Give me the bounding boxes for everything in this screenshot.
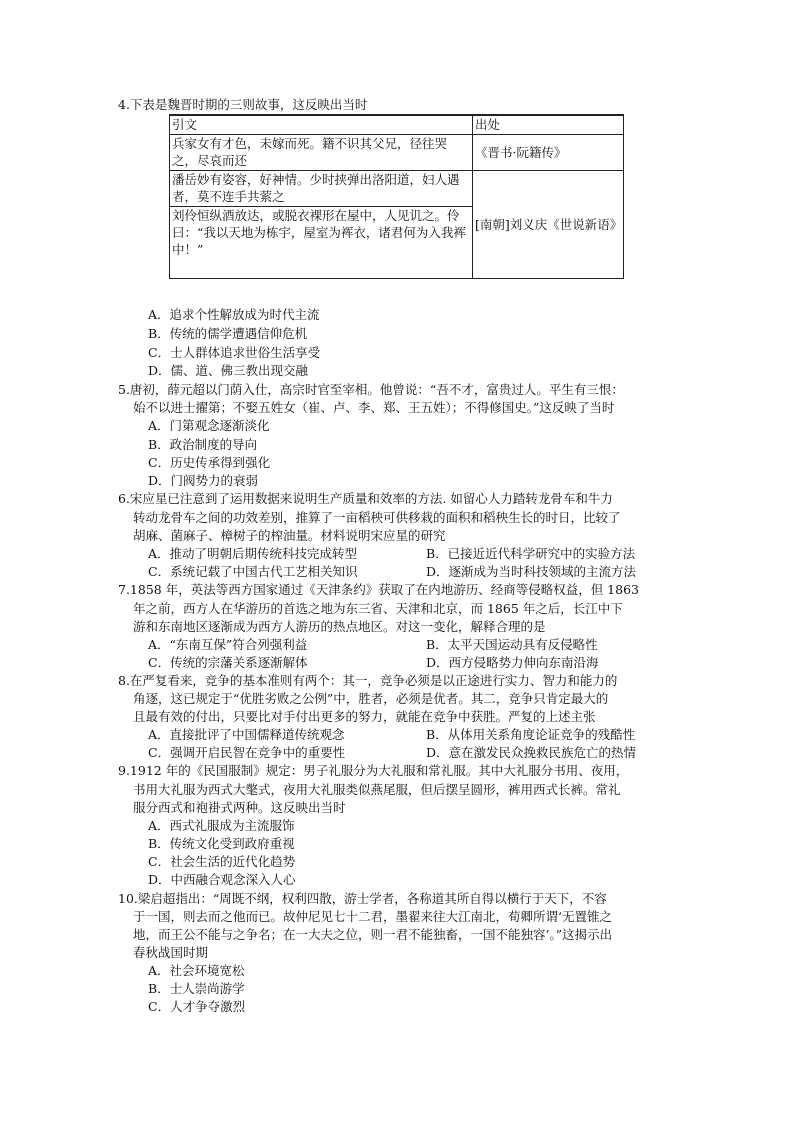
q7-stem-line-1: 7.1858 年，英法等西方国家通过《天津条约》获取了在内地游历、经商等侵略权益，但 1863 <box>118 582 639 597</box>
q6-option-a[interactable]: A．推动了明朝后期传统科技完成转型 <box>148 546 358 561</box>
q5-stem-line-1: 5.唐初，薛元超以门荫入仕，高宗时官至宰相。他曾说：“吾不才，富贵过人。平生有三恨： <box>118 382 624 397</box>
q6-option-c[interactable]: C．系统记载了中国古代工艺相关知识 <box>148 564 358 579</box>
q6-stem-line-2: 转动龙骨车之间的功效差别，推算了一亩稻秧可供移栽的面积和稻秧生长的时日，比较了 <box>133 510 621 525</box>
q7-option-a[interactable]: A．“东南互保”符合列强利益 <box>148 637 308 652</box>
table-cell-quote-2: 潘岳妙有姿容，好神情。少时挟弹出洛阳道，妇人遇者，莫不连手共萦之 <box>170 171 473 207</box>
q6-stem-line-1: 6.宋应星已注意到了运用数据来说明生产质量和效率的方法. 如留心人力踏转龙骨车和牛力 <box>118 491 613 506</box>
q8-option-a[interactable]: A．直接批评了中国儒释道传统观念 <box>148 727 345 742</box>
q6-option-b[interactable]: B．已接近近代科学研究中的实验方法 <box>426 546 636 561</box>
q9-stem-line-2: 书用大礼服为西式大氅式，夜用大礼服类似燕尾服，但后摆呈圆形，裤用西式长裤。常礼 <box>133 782 621 797</box>
q10-option-b[interactable]: B．士人崇尚游学 <box>148 981 245 996</box>
q9-option-b[interactable]: B．传统文化受到政府重视 <box>148 836 295 851</box>
q9-stem-line-1: 9.1912 年的《民国服制》规定：男子礼服分为大礼服和常礼服。其中大礼服分书用、夜用， <box>118 763 629 778</box>
q8-stem-line-1: 8.在严复看来，竞争的基本准则有两个：其一，竞争必须是以正途进行实力、智力和能力的 <box>118 673 618 688</box>
table-header-source: 出处 <box>473 115 624 135</box>
q9-stem-line-3: 服分西式和袍褂式两种。这反映出当时 <box>133 800 346 815</box>
q4-option-c[interactable]: C．士人群体追求世俗生活享受 <box>148 345 321 360</box>
q10-option-a[interactable]: A．社会环境宽松 <box>148 963 245 978</box>
q8-stem-line-2: 角逐，这已规定于“优胜劣败之公例”中，胜者，必须是优者。其二，竞争只肯定最大的 <box>133 691 609 706</box>
q8-option-b[interactable]: B．从体用关系角度论证竞争的残酷性 <box>426 727 636 742</box>
table-header-quote: 引文 <box>170 115 473 135</box>
q8-option-c[interactable]: C．强调开启民智在竞争中的重要性 <box>148 745 346 760</box>
q7-stem-line-2: 年之前，西方人在华游历的首选之地为东三省、天津和北京，而 1865 年之后，长江中下 <box>133 601 623 616</box>
q4-option-b[interactable]: B．传统的儒学遭遇信仰危机 <box>148 326 308 341</box>
q8-stem-line-3: 且最有效的付出，只要比对手付出更多的努力，就能在竞争中获胜。严复的上述主张 <box>133 709 596 724</box>
table-cell-source-1: 《晋书·阮籍传》 <box>473 135 624 171</box>
q7-option-d[interactable]: D．西方侵略势力伸向东南沿海 <box>426 655 599 670</box>
q5-stem-line-2: 始不以进士擢第；不娶五姓女（崔、卢、李、郑、王五姓）；不得修国史。”这反映了当时 <box>133 400 615 415</box>
q9-option-a[interactable]: A．西式礼服成为主流服饰 <box>148 818 295 833</box>
q7-option-b[interactable]: B．太平天国运动具有反侵略性 <box>426 637 598 652</box>
q7-option-c[interactable]: C．传统的宗藩关系逐渐解体 <box>148 655 308 670</box>
q5-option-b[interactable]: B．政治制度的导向 <box>148 437 258 452</box>
q4-option-a[interactable]: A．追求个性解放成为时代主流 <box>148 307 320 322</box>
q5-option-c[interactable]: C．历史传承得到强化 <box>148 455 271 470</box>
q10-stem-line-1: 10.梁启超指出：“周既不纲，权利四散，游士学者，各称道其所自得以横行于天下，不容 <box>118 891 607 906</box>
q4-source-table <box>169 114 624 279</box>
q5-option-d[interactable]: D．门阀势力的衰弱 <box>148 473 259 488</box>
q9-option-d[interactable]: D．中西融合观念深入人心 <box>148 872 296 887</box>
table-cell-quote-3: 刘伶恒纵酒放达，或脱衣裸形在屋中，人见讥之。伶曰：“我以天地为栋宇，屋室为裈衣，诸君何为入我裈中！” <box>170 207 473 279</box>
q10-stem-line-3: 地，而王公不能与之争名；在一大夫之位，则一君不能独畜，一国不能独容’。”这揭示出 <box>133 927 613 942</box>
q10-stem-line-2: 于一国，则去而之他而已。故仲尼见七十二君，墨翟来往大江南北，荀卿所谓‘无置锥之 <box>133 909 612 924</box>
q8-option-d[interactable]: D．意在激发民众挽救民族危亡的热情 <box>426 745 637 760</box>
q6-stem-line-3: 胡麻、菌麻子、樟树子的榨油量。材料说明宋应星的研究 <box>133 528 446 543</box>
q6-option-d[interactable]: D．逐渐成为当时科技领域的主流方法 <box>426 564 637 579</box>
q9-option-c[interactable]: C．社会生活的近代化趋势 <box>148 854 296 869</box>
q7-stem-line-3: 游和东南地区逐渐成为西方人游历的热点地区。对这一变化，解释合理的是 <box>133 619 546 634</box>
table-cell-source-3: [南朝]刘义庆《世说新语》 <box>473 171 624 279</box>
q10-option-c[interactable]: C．人才争夺激烈 <box>148 999 246 1014</box>
q4-stem: 4.下表是魏晋时期的三则故事，这反映出当时 <box>118 97 368 112</box>
table-cell-quote-1: 兵家女有才色，未嫁而死。籍不识其父兄，径往哭之，尽哀而还 <box>170 135 473 171</box>
q5-option-a[interactable]: A．门第观念逐渐淡化 <box>148 418 270 433</box>
q10-stem-line-4: 春秋战国时期 <box>133 945 209 960</box>
q4-option-d[interactable]: D．儒、道、佛三教出现交融 <box>148 363 309 378</box>
